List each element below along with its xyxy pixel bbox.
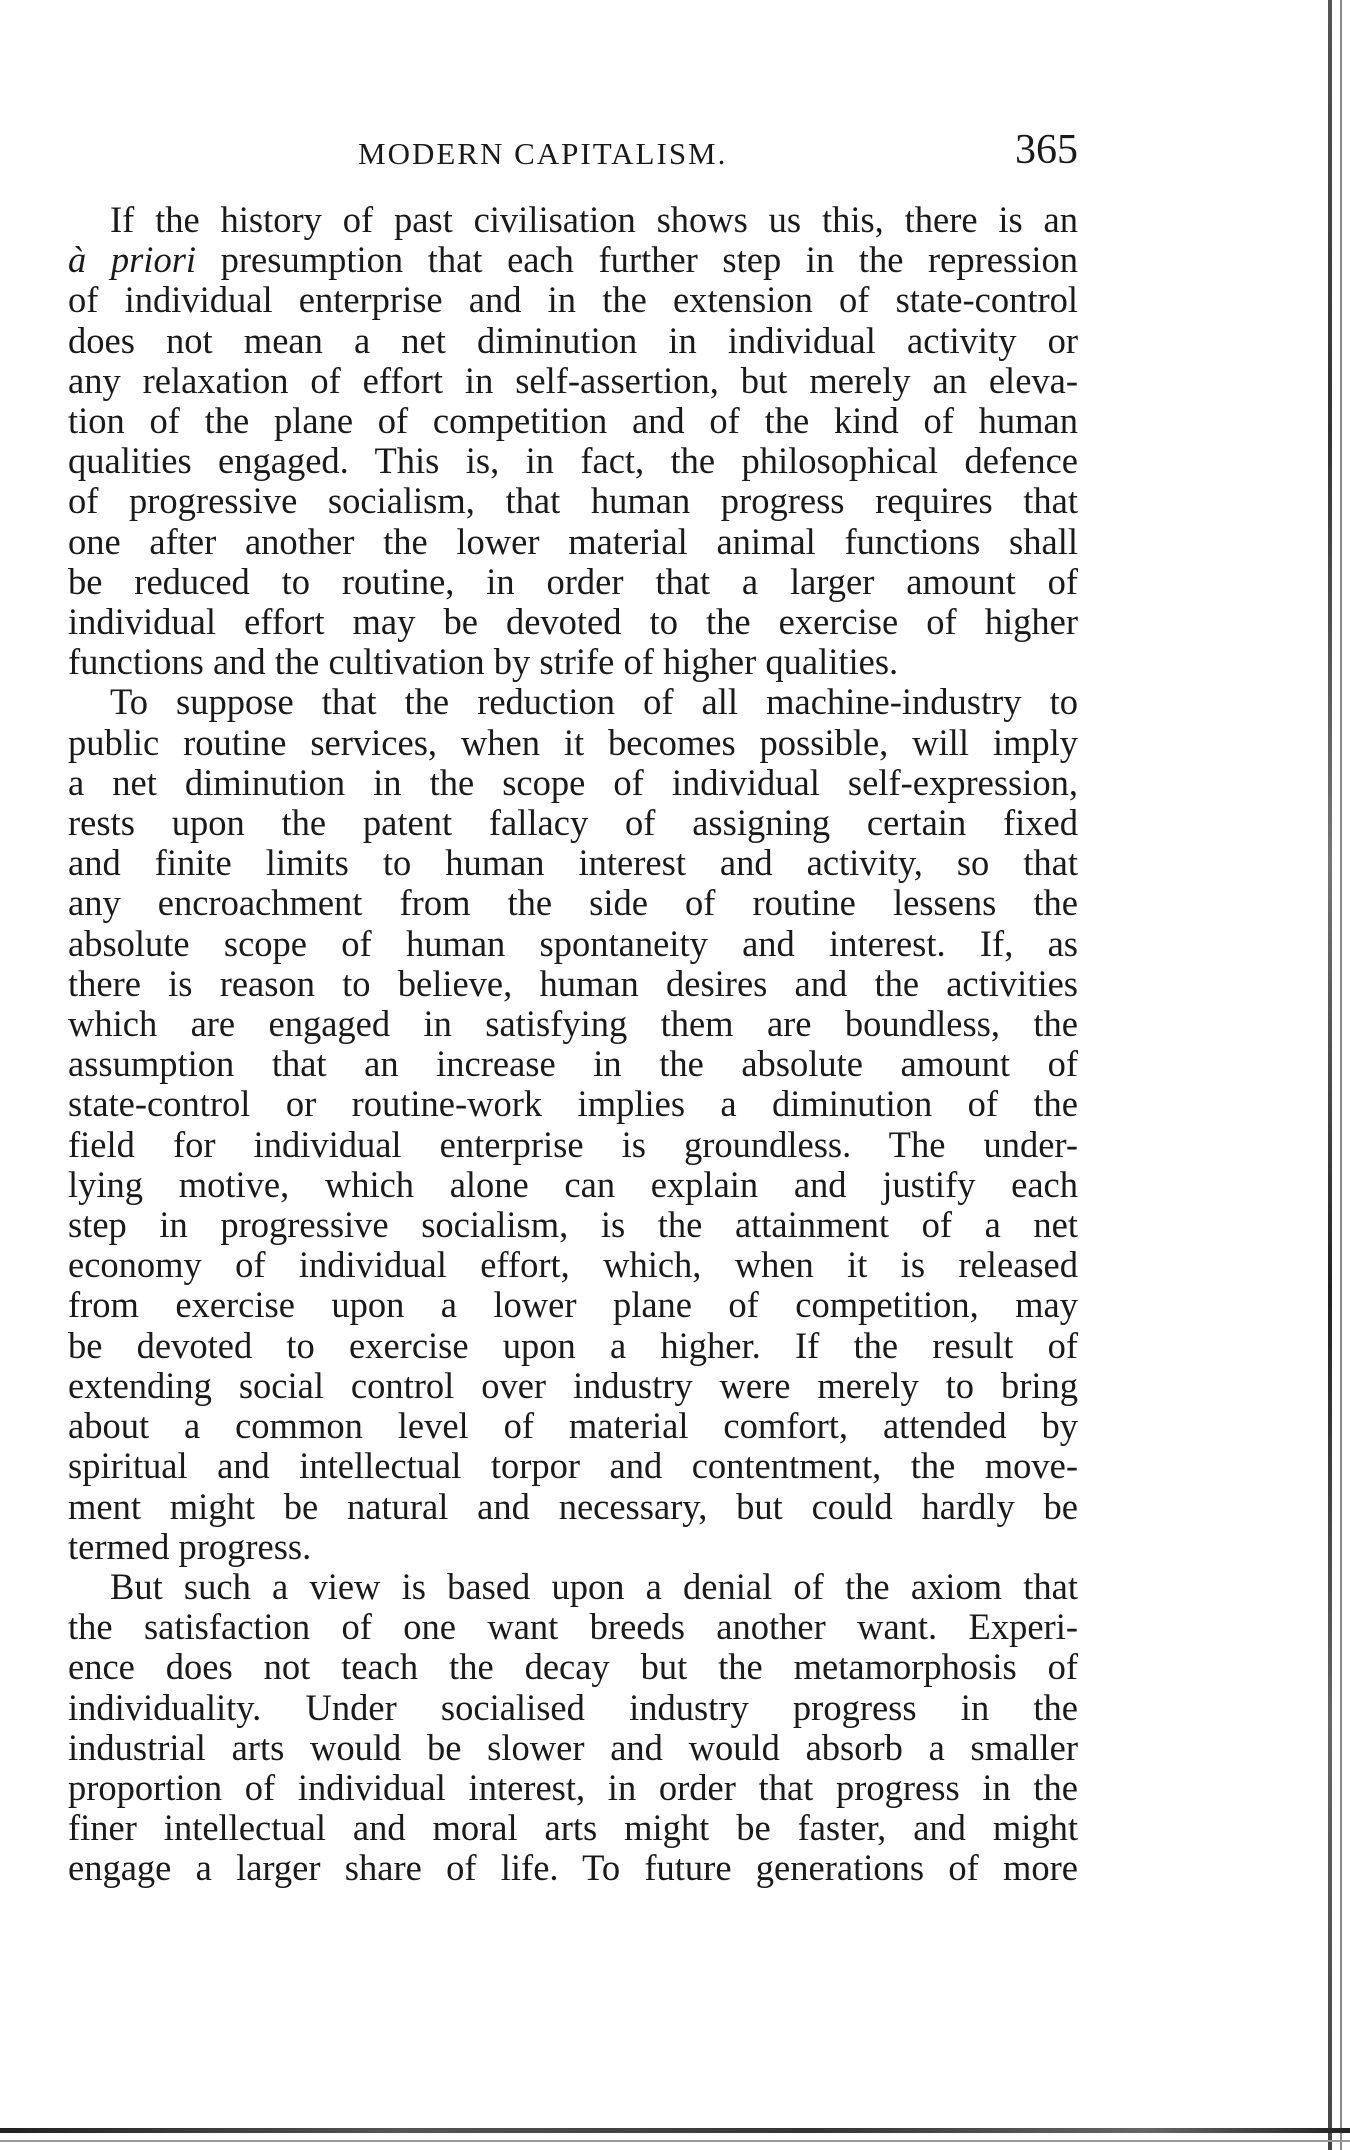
page-edge-right-thin [1340,0,1342,2150]
text-line: from exercise upon a lower plane of competition, may [68,1284,1078,1326]
text-line: rests upon the patent fallacy of assigning certain fixed [68,802,1078,844]
text-line: be reduced to routine, in order that a larger amount of [68,560,1078,602]
text-line: spiritual and intellectual torpor and contentment, the move- [68,1445,1078,1487]
text-line: individuality. Under socialised industry progress in the [68,1686,1078,1728]
paragraph-1 [68,200,1078,682]
text-line: ence does not teach the decay but the metamorphosis of [68,1646,1078,1688]
text-line: engage a larger share of life. To future generations of more [68,1847,1078,1889]
text-line: any relaxation of effort in self-assertion, but merely an eleva- [68,359,1078,401]
page-edge-right [1328,0,1332,2150]
text-line: extending social control over industry were merely to bring [68,1364,1078,1406]
page-edge-bottom-thin [0,2140,1350,2142]
running-head [68,126,1078,186]
text-line: proportion of individual interest, in order that progress in the [68,1766,1078,1808]
text-line: To suppose that the reduction of all machine-industry to [110,681,1078,723]
body-text [68,200,1078,1889]
text-line: any encroachment from the side of routine lessens the [68,882,1078,924]
text-line: a net diminution in the scope of individual self-expression, [68,761,1078,803]
paragraph-2 [68,682,1078,1566]
text-line: there is reason to believe, human desires and the activities [68,962,1078,1004]
text-line: public routine services, when it becomes possible, will imply [68,721,1078,763]
page-edge-bottom [0,2128,1350,2133]
text-line: economy of individual effort, which, when it is released [68,1244,1078,1286]
text-line: If the history of past civilisation shows us this, there is an [110,199,1078,240]
text-line: be devoted to exercise upon a higher. If the result of [68,1324,1078,1366]
text-line: termed progress. [68,1525,312,1567]
text-line: which are engaged in satisfying them are boundless, the [68,1003,1078,1045]
text-line: the satisfaction of one want breeds another want. Experi- [68,1606,1078,1648]
text-line: But such a view is based upon a denial of the axiom that [110,1565,1078,1607]
text-line: finer intellectual and moral arts might be faster, and might [68,1807,1078,1849]
text-line: lying motive, which alone can explain and justify each [68,1163,1078,1205]
text-line: state-control or routine-work implies a diminution of the [68,1083,1078,1125]
text-line: step in progressive socialism, is the attainment of a net [68,1204,1078,1246]
text-line: about a common level of material comfort, attended by [68,1405,1078,1447]
text-line: qualities engaged. This is, in fact, the philosophical defence [68,440,1078,482]
text-line: and finite limits to human interest and activity, so that [68,842,1078,884]
text-line [68,240,1078,280]
text-line: of individual enterprise and in the extension of state-control [68,279,1078,321]
text-line: does not mean a net diminution in individual activity or [68,319,1078,361]
text-line: individual effort may be devoted to the exercise of higher [68,601,1078,643]
text-line: tion of the plane of competition and of the kind of human [68,400,1078,442]
text-line: field for individual enterprise is groundless. The under- [68,1123,1078,1165]
running-title: MODERN CAPITALISM. [358,136,728,171]
text-line: one after another the lower material animal functions shall [68,520,1078,562]
text-line-remainder: presumption that each further step in the repression [220,239,1078,281]
text-line: ment might be natural and necessary, but could hardly be [68,1485,1078,1527]
text-line: absolute scope of human spontaneity and interest. If, as [68,922,1078,964]
text-line: functions and the cultivation by strife of higher qualities. [68,641,899,683]
text-line: of progressive socialism, that human progress requires that [68,480,1078,522]
paragraph-3 [68,1567,1078,1889]
page-number: 365 [1015,127,1078,173]
italic-phrase: à priori [68,239,197,281]
text-line: assumption that an increase in the absolute amount of [68,1043,1078,1085]
text-line: industrial arts would be slower and would absorb a smaller [68,1726,1078,1768]
